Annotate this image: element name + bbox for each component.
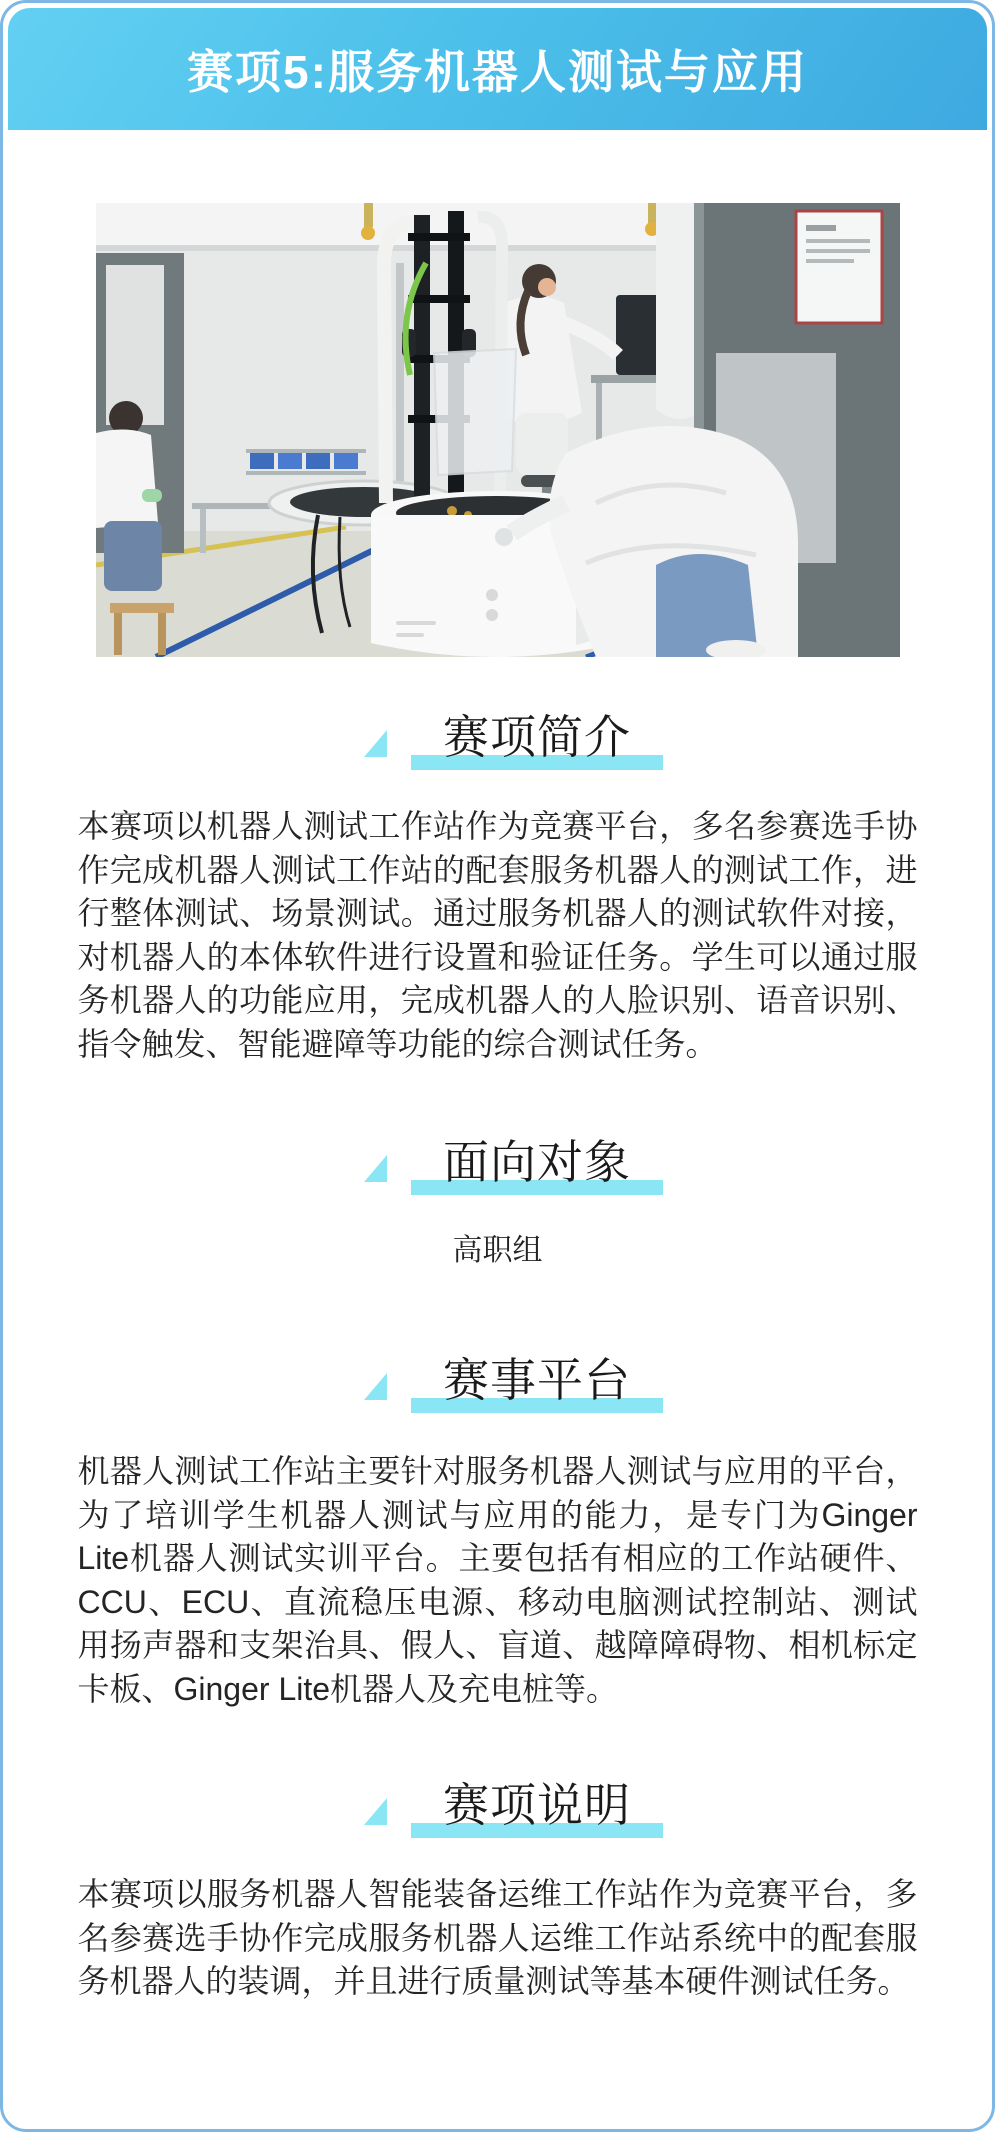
workshop-photo-illustration [96,203,900,657]
section-intro-title: 赛项简介 [443,711,631,763]
photo-lamp [361,226,375,240]
photo-shelf-bins [246,449,366,475]
section-audience [3,1134,992,1269]
section-description-heading [3,1777,992,1835]
section-audience-heading [3,1134,992,1192]
section-intro [3,709,992,1066]
section-platform [3,1352,992,1711]
photo-left-cabinet-panel [106,265,164,425]
photo-frame-post [396,263,404,503]
section-platform-body: 机器人测试工作站主要针对服务机器人测试与应用的平台，为了培训学生机器人测试与应用的能力，是专门为Ginger Lite机器人测试实训平台。主要包括有相应的工作站硬件、CCU、ECU、直流稳压电源、移动电脑测试控制站、测试用扬声器和支架治具、假人、盲道、越障障碍物、相机标定卡板、Ginger Lite机器人及充电桩等。 [77,1453,918,1707]
triangle-accent-icon [364,1155,387,1182]
section-description [3,1777,992,2004]
triangle-accent-icon [364,1798,387,1825]
section-description-title: 赛项说明 [443,1779,631,1831]
section-intro-heading [3,709,992,767]
page-title: 赛项5:服务机器人测试与应用 [187,46,808,98]
workshop-photo [96,203,900,657]
photo-desk-leg [200,509,206,553]
triangle-accent-icon [364,730,387,757]
section-description-body: 本赛项以服务机器人智能装备运维工作站作为竞赛平台，多名参赛选手协作完成服务机器人运维工作站系统中的配套服务机器人的装调，并且进行质量测试等基本硬件测试任务。 [77,1876,918,1999]
section-platform-heading [3,1352,992,1410]
page-header [8,8,987,130]
triangle-accent-icon [364,1373,387,1400]
section-platform-title: 赛事平台 [443,1354,631,1406]
section-audience-title: 面向对象 [443,1136,631,1188]
photo-lamp-cord [364,203,373,227]
photo-lamp-cord [648,203,657,223]
section-intro-body: 本赛项以机器人测试工作站作为竞赛平台，多名参赛选手协作完成机器人测试工作站的配套服务机器人的测试工作，进行整体测试、场景测试。通过服务机器人的测试软件对接，对机器人的本体软件进行设置和验证任务。学生可以通过服务机器人的功能应用，完成机器人的人脸识别、语音识别、指令触发、智能避障等功能的综合测试任务。 [77,808,918,1062]
section-audience-body: 高职组 [452,1234,543,1267]
